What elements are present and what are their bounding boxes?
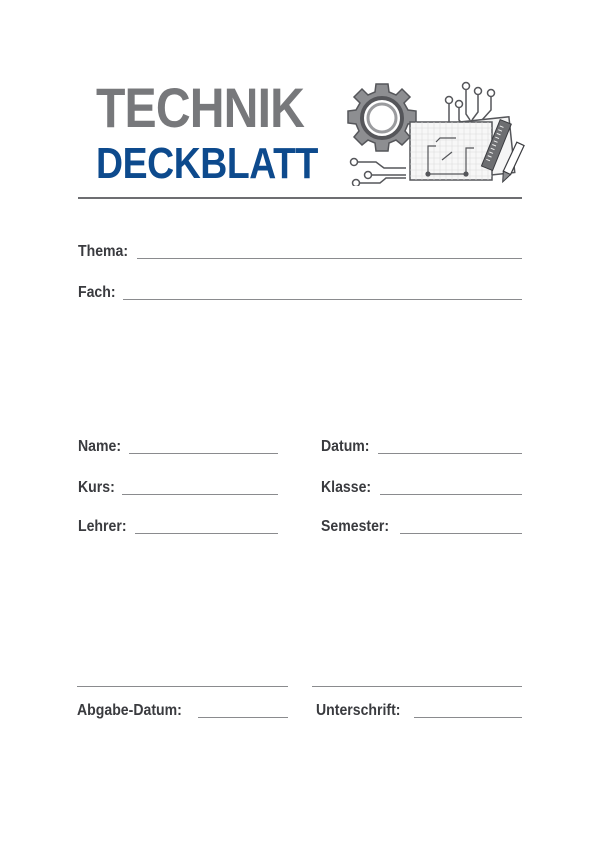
header-divider xyxy=(78,197,522,199)
unterschrift-signature-line[interactable] xyxy=(312,686,522,687)
lehrer-field[interactable] xyxy=(78,514,278,536)
gear-circuit-blueprint-icon xyxy=(340,70,530,186)
kurs-field[interactable] xyxy=(78,475,278,497)
thema-input-line[interactable] xyxy=(137,257,522,259)
semester-input-line[interactable] xyxy=(400,532,522,534)
name-field[interactable] xyxy=(78,434,278,456)
unterschrift-label: Unterschrift: xyxy=(316,702,401,719)
unterschrift-field[interactable] xyxy=(316,698,522,720)
semester-label: Semester: xyxy=(321,518,390,535)
thema-label: Thema: xyxy=(78,243,129,260)
datum-label: Datum: xyxy=(321,438,370,455)
fach-field[interactable] xyxy=(78,280,522,302)
kurs-input-line[interactable] xyxy=(122,493,278,495)
name-label: Name: xyxy=(78,438,122,455)
title-technik: TECHNIK xyxy=(96,76,305,139)
kurs-label: Kurs: xyxy=(78,479,115,496)
lehrer-label: Lehrer: xyxy=(78,518,127,535)
fach-input-line[interactable] xyxy=(123,298,522,300)
datum-input-line[interactable] xyxy=(378,452,522,454)
name-input-line[interactable] xyxy=(129,452,278,454)
semester-field[interactable] xyxy=(321,514,522,536)
title-deckblatt: DECKBLATT xyxy=(96,139,318,188)
lehrer-input-line[interactable] xyxy=(135,532,278,534)
klasse-input-line[interactable] xyxy=(380,493,522,495)
thema-field[interactable] xyxy=(78,239,522,261)
klasse-label: Klasse: xyxy=(321,479,372,496)
abgabe-datum-input-line[interactable] xyxy=(198,716,288,718)
datum-field[interactable] xyxy=(321,434,522,456)
abgabe-datum-signature-line[interactable] xyxy=(77,686,288,687)
fach-label: Fach: xyxy=(78,284,116,301)
abgabe-datum-label: Abgabe-Datum: xyxy=(77,702,182,719)
abgabe-datum-field[interactable] xyxy=(77,698,288,720)
klasse-field[interactable] xyxy=(321,475,522,497)
unterschrift-input-line[interactable] xyxy=(414,716,522,718)
